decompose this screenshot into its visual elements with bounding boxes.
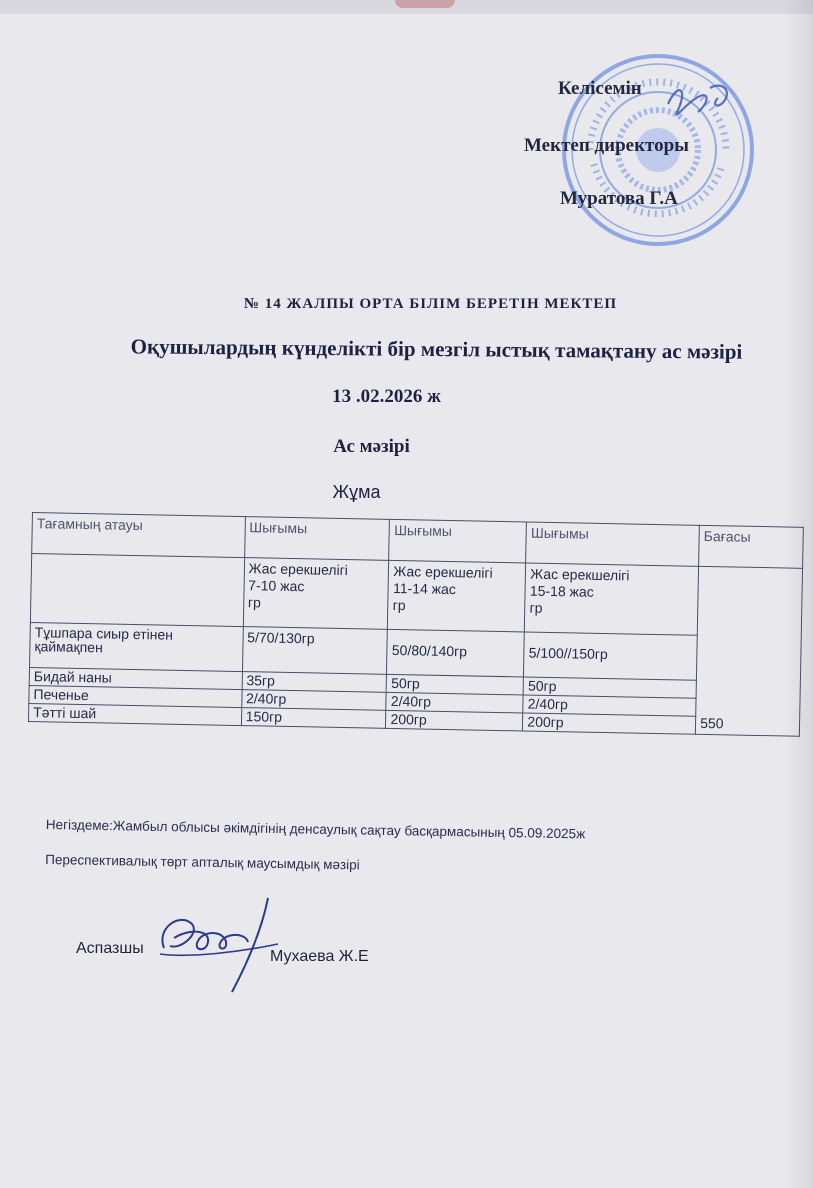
age-group-cell <box>525 563 699 635</box>
paper-top-edge <box>0 0 813 14</box>
cook-name: Мухаева Ж.Е <box>270 948 369 965</box>
menu-table <box>28 512 804 737</box>
yield-value: 2/40гр <box>386 692 523 713</box>
age-group-label: Жас ерекшелігі <box>393 562 493 581</box>
yield-value: 50гр <box>387 674 524 695</box>
menu-label: Ас мәзірі <box>333 436 410 457</box>
menu-date: 13 .02.2026 ж <box>332 386 441 407</box>
document-title: Оқушылардың күнделікті бір мезгіл ыстық тамақтану ас мәзірі <box>130 334 743 364</box>
age-group-label: Жас ерекшелігі <box>530 565 630 584</box>
yield-value: 35гр <box>242 672 387 693</box>
yield-value: 5/100//150гр <box>524 632 698 680</box>
age-range: 15-18 жас <box>529 582 594 600</box>
dish-name: Тұшпара сиыр етінен қаймақпен <box>30 622 243 671</box>
age-group-cell <box>388 560 526 632</box>
yield-value: 5/70/130гр <box>242 627 388 675</box>
school-name: № 14 ЖАЛПЫ ОРТА БІЛІМ БЕРЕТІН МЕКТЕП <box>243 296 618 312</box>
yield-value: 2/40гр <box>523 695 696 716</box>
weekday: Жұма <box>332 482 381 502</box>
unit-label: гр <box>529 599 543 616</box>
column-header-yield-2: Шығымы <box>389 519 527 563</box>
yield-value: 200гр <box>523 713 696 734</box>
price-value: 550 <box>700 714 724 732</box>
age-group-label: Жас ерекшелігі <box>248 560 349 579</box>
yield-value: 200гр <box>386 710 523 731</box>
age-group-empty-cell <box>30 554 244 627</box>
cook-signature <box>150 888 290 998</box>
cook-label: Аспазшы <box>76 940 144 957</box>
yield-value: 50гр <box>523 677 696 698</box>
yield-value: 150гр <box>241 708 386 729</box>
basis-line: Негіздеме:Жамбыл облысы әкімдігінің денсаулық сақтау басқармасының 05.09.2025ж <box>45 817 586 842</box>
age-range: 7-10 жас <box>248 577 305 595</box>
yield-value: 50/80/140гр <box>387 629 525 677</box>
price-cell <box>695 566 802 736</box>
unit-label: гр <box>392 596 406 614</box>
dish-name: Бидай наны <box>29 667 242 689</box>
unit-label: гр <box>247 594 262 611</box>
yield-value: 2/40гр <box>241 690 386 711</box>
basis-line: Переспективалық төрт апталық маусымдық мәзірі <box>45 851 360 873</box>
approval-director-name: Муратова Г.А <box>560 188 678 209</box>
dish-name: Печенье <box>29 685 242 707</box>
column-header-dish: Тағамның атауы <box>32 513 245 558</box>
approval-agree-label: Келісемін <box>558 78 642 99</box>
age-range: 11-14 жас <box>392 579 457 598</box>
age-group-cell <box>243 558 389 630</box>
column-header-yield-1: Шығымы <box>244 517 390 561</box>
column-header-yield-3: Шығымы <box>526 522 700 566</box>
approval-position: Мектеп директоры <box>524 135 690 156</box>
dish-name: Тәтті шай <box>28 703 241 725</box>
column-header-price: Бағасы <box>699 525 804 568</box>
